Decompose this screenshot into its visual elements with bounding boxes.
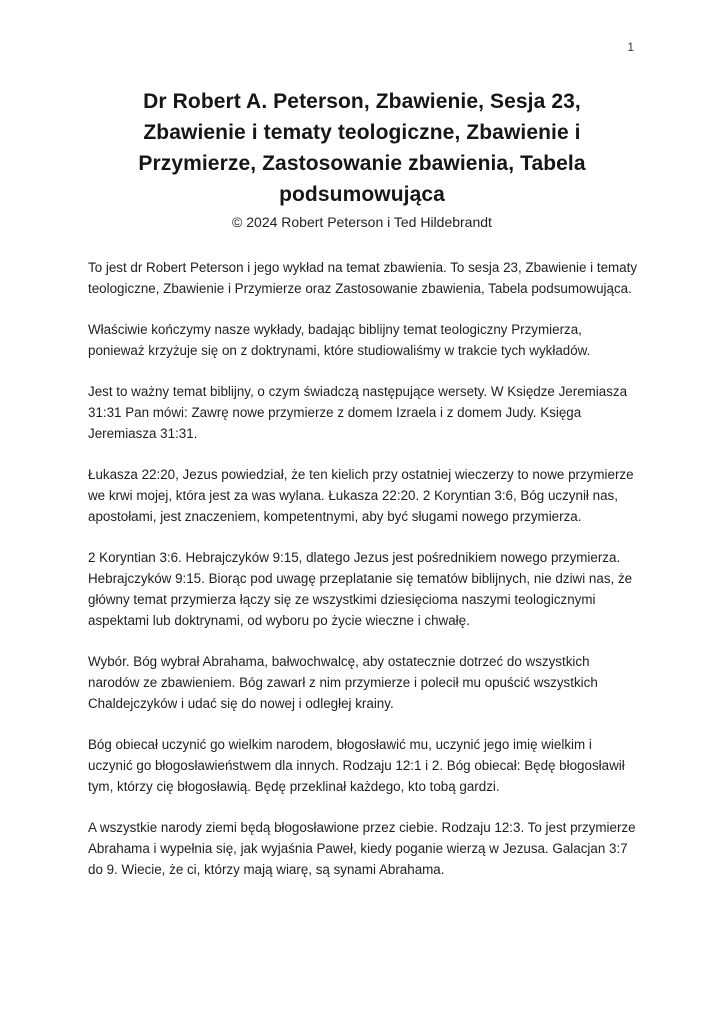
page-number: 1	[627, 40, 634, 54]
paragraph-luke-corinthians: Łukasza 22:20, Jezus powiedział, że ten kielich przy ostatniej wieczerzy to nowe przymierze we krwi mojej, która jest za was wylana. Łukasza 22:20. 2 Koryntian 3:6, Bóg uczynił nas, apostołami, jest znaczeniem, kompetentnymi, aby być sługami nowego przymierza.	[88, 467, 634, 524]
copyright-line: © 2024 Robert Peterson i Ted Hildebrandt	[232, 214, 492, 230]
title-line-1: Dr Robert A. Peterson, Zbawienie, Sesja 23,	[143, 90, 581, 113]
paragraph-promise: Bóg obiecał uczynić go wielkim narodem, błogosławić mu, uczynić jego imię wielkim i uczynić go błogosławieństwem dla innych. Rodzaju 12:1 i 2. Bóg obiecał: Będę błogosławił tym, którzy cię błogosławią. Będę przeklinał każdego, kto tobą gardzi.	[88, 737, 625, 794]
title-line-4: podsumowująca	[279, 183, 445, 206]
title-line-2: Zbawienie i tematy teologiczne, Zbawienie i	[143, 121, 581, 144]
document-title	[0, 0, 724, 210]
paragraph-election: Wybór. Bóg wybrał Abrahama, bałwochwalcę, aby ostatecznie dotrzeć do wszystkich narodów ze zbawieniem. Bóg zawarł z nim przymierze i polecił mu opuścić wszystkich Chaldejczyków i udać się do nowej i odległej krainy.	[88, 654, 598, 711]
paragraph-lectures-ending: Właściwie kończymy nasze wykłady, badając biblijny temat teologiczny Przymierza, ponieważ krzyżuje się on z doktrynami, które studiowaliśmy w trakcie tych wykładów.	[88, 322, 591, 358]
paragraph-hebrews: 2 Koryntian 3:6. Hebrajczyków 9:15, dlatego Jezus jest pośrednikiem nowego przymierza. Hebrajczyków 9:15. Biorąc pod uwagę przeplatanie się tematów biblijnych, nie dziwi nas, że główny temat przymierza łączy się ze wszystkimi dziesięcioma naszymi teologicznymi aspektami lub doktrynami, od wyboru po życie wieczne i chwałę.	[88, 550, 633, 628]
paragraph-nations-blessed: A wszystkie narody ziemi będą błogosławione przez ciebie. Rodzaju 12:3. To jest przymierze Abrahama i wypełnia się, jak wyjaśnia Paweł, kiedy poganie wierzą w Jezusa. Galacjan 3:7 do 9. Wiecie, że ci, którzy mają wiarę, są synami Abrahama.	[88, 820, 636, 877]
paragraph-jeremiah: Jest to ważny temat biblijny, o czym świadczą następujące wersety. W Księdze Jeremiasza 31:31 Pan mówi: Zawrę nowe przymierze z domem Izraela i z domem Judy. Księga Jeremiasza 31:31.	[88, 384, 628, 441]
title-line-3: Przymierze, Zastosowanie zbawienia, Tabela	[138, 152, 586, 175]
paragraph-intro: To jest dr Robert Peterson i jego wykład na temat zbawienia. To sesja 23, Zbawienie i tematy teologiczne, Zbawienie i Przymierze oraz Zastosowanie zbawienia, Tabela podsumowująca.	[88, 260, 638, 296]
document-body	[88, 257, 640, 880]
